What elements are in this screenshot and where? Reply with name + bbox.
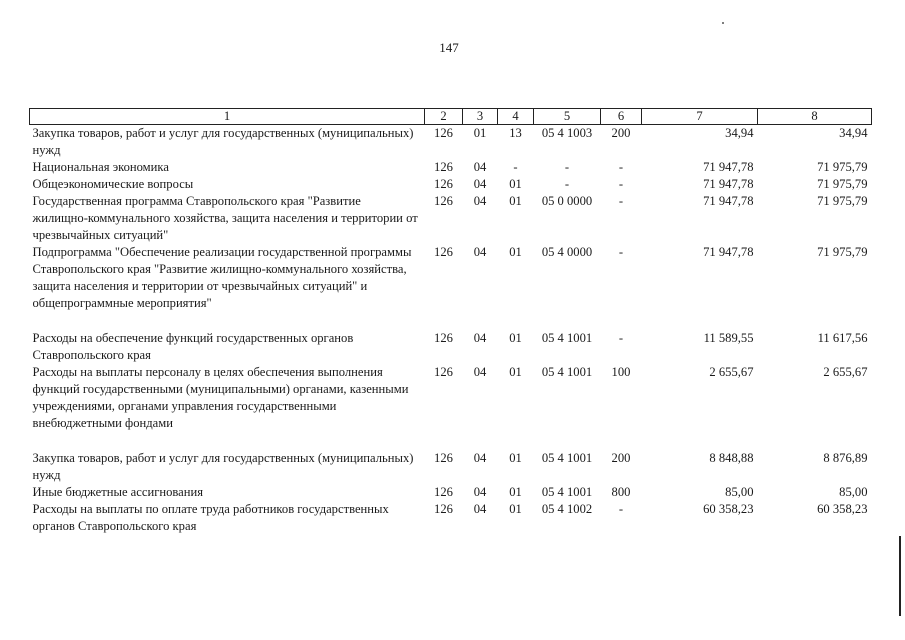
row-ministry-code: 126 (434, 331, 453, 345)
row-ministry-code: 126 (434, 365, 453, 379)
row-subsection-code: 01 (509, 245, 522, 259)
table-row (30, 244, 872, 330)
row-section-code: 04 (473, 451, 487, 465)
row-amount-col8: 71 975,79 (817, 177, 868, 191)
table-row (30, 159, 872, 176)
row-target-code: 05 4 1002 (541, 502, 593, 516)
row-name: Закупка товаров, работ и услуг для государственных (муниципальных) нужд (32, 451, 414, 482)
row-section-code: 04 (473, 177, 487, 191)
row-name: Государственная программа Ставропольского края "Развитие жилищно-коммунального хозяйства, защита населения и территории от чрезвычайных ситуаций" (32, 194, 418, 242)
row-name: Иные бюджетные ассигнования (32, 485, 204, 499)
row-expense-type-code: - (618, 177, 624, 191)
row-subsection-code: 01 (509, 177, 522, 191)
row-amount-col7: 2 655,67 (709, 365, 754, 379)
row-target-code: 05 4 1003 (541, 126, 593, 140)
row-subsection-code: - (513, 160, 518, 174)
table-row (30, 450, 872, 484)
row-amount-col8: 60 358,23 (817, 502, 868, 516)
row-expense-type-code: 200 (611, 451, 631, 465)
row-target-code: 05 4 0000 (541, 245, 593, 259)
row-name: Закупка товаров, работ и услуг для государственных (муниципальных) нужд (32, 126, 414, 157)
row-expense-type-code: 100 (611, 365, 631, 379)
row-section-code: 04 (473, 331, 487, 345)
header-cell-4: 4 (498, 109, 534, 125)
table-row (30, 193, 872, 244)
table-row (30, 484, 872, 501)
row-target-code: 05 4 1001 (541, 365, 593, 379)
table-row (30, 125, 872, 160)
row-subsection-code: 01 (509, 451, 522, 465)
row-target-code: 05 4 1001 (541, 485, 593, 499)
row-amount-col7: 11 589,55 (703, 331, 754, 345)
header-cell-8: 8 (758, 109, 872, 125)
row-subsection-code: 01 (509, 485, 522, 499)
row-name: Расходы на обеспечение функций государственных органов Ставропольского края (32, 331, 354, 362)
row-amount-col8: 8 876,89 (823, 451, 868, 465)
row-expense-type-code: 200 (611, 126, 631, 140)
row-amount-col7: 34,94 (725, 126, 754, 140)
row-ministry-code: 126 (434, 245, 453, 259)
table-row (30, 364, 872, 450)
row-subsection-code: 01 (509, 502, 522, 516)
row-amount-col8: 85,00 (839, 485, 868, 499)
row-section-code: 01 (473, 126, 487, 140)
table-row (30, 330, 872, 364)
header-cell-5: 5 (534, 109, 601, 125)
row-ministry-code: 126 (434, 451, 453, 465)
budget-table (29, 108, 872, 535)
row-ministry-code: 126 (434, 194, 453, 208)
row-amount-col8: 71 975,79 (817, 194, 868, 208)
row-amount-col8: 71 975,79 (817, 160, 868, 174)
row-amount-col7: 71 947,78 (703, 194, 754, 208)
row-ministry-code: 126 (434, 485, 453, 499)
row-section-code: 04 (473, 194, 487, 208)
row-amount-col8: 2 655,67 (823, 365, 868, 379)
row-amount-col7: 85,00 (725, 485, 754, 499)
header-cell-1: 1 (30, 109, 425, 125)
row-subsection-code: 13 (509, 126, 522, 140)
row-name: Расходы на выплаты по оплате труда работников государственных органов Ставропольского края (32, 502, 389, 533)
table-row (30, 501, 872, 535)
row-amount-col7: 8 848,88 (709, 451, 754, 465)
row-subsection-code: 01 (509, 194, 522, 208)
row-subsection-code: 01 (509, 365, 522, 379)
row-ministry-code: 126 (434, 177, 453, 191)
row-target-code: - (564, 177, 570, 191)
row-ministry-code: 126 (434, 160, 453, 174)
row-expense-type-code: 800 (611, 485, 631, 499)
row-target-code: - (564, 160, 570, 174)
row-amount-col8: 71 975,79 (817, 245, 868, 259)
row-name: Национальная экономика (32, 160, 169, 174)
row-ministry-code: 126 (434, 502, 453, 516)
row-amount-col7: 60 358,23 (703, 502, 754, 516)
header-row (30, 109, 872, 125)
row-amount-col8: 11 617,56 (817, 331, 868, 345)
row-section-code: 04 (473, 160, 487, 174)
row-name: Подпрограмма "Обеспечение реализации государственной программы Ставропольского края "Развитие жилищно-коммунального хозяйства, защита населения и территории от чрезвычайных ситуаций" и общепрограммные мероприятия" (32, 245, 412, 310)
row-section-code: 04 (473, 502, 487, 516)
row-expense-type-code: - (618, 331, 624, 345)
header-cell-7: 7 (642, 109, 758, 125)
header-cell-2: 2 (425, 109, 463, 125)
scan-speck (722, 22, 724, 24)
row-amount-col8: 34,94 (839, 126, 868, 140)
scan-edge-line (899, 536, 901, 616)
row-ministry-code: 126 (434, 126, 453, 140)
row-target-code: 05 0 0000 (541, 194, 593, 208)
row-amount-col7: 71 947,78 (703, 160, 754, 174)
header-cell-6: 6 (601, 109, 642, 125)
row-amount-col7: 71 947,78 (703, 177, 754, 191)
row-name: Общеэкономические вопросы (32, 177, 194, 191)
row-amount-col7: 71 947,78 (703, 245, 754, 259)
row-section-code: 04 (473, 365, 487, 379)
row-expense-type-code: - (618, 160, 624, 174)
row-expense-type-code: - (618, 502, 624, 516)
row-section-code: 04 (473, 245, 487, 259)
row-expense-type-code: - (618, 245, 624, 259)
row-section-code: 04 (473, 485, 487, 499)
row-subsection-code: 01 (509, 331, 522, 345)
row-target-code: 05 4 1001 (541, 331, 593, 345)
row-expense-type-code: - (618, 194, 624, 208)
row-target-code: 05 4 1001 (541, 451, 593, 465)
page-number: 147 (439, 40, 459, 55)
header-cell-3: 3 (463, 109, 498, 125)
row-name: Расходы на выплаты персоналу в целях обеспечения выполнения функций государственными (муниципальными) органами, казенными учреждениями, органами управления государственными внебюджетными фондами (32, 365, 409, 430)
table-row (30, 176, 872, 193)
